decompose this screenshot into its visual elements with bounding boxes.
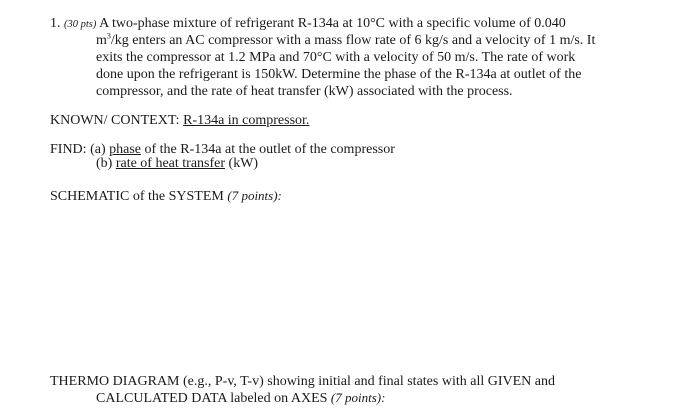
problem-text-5: compressor, and the rate of heat transfer (kW) associated with the process. <box>96 84 513 99</box>
known-label: KNOWN/ CONTEXT: <box>50 113 180 128</box>
problem-text-4: done upon the refrigerant is 150kW. Determine the phase of the R-134a at outlet of the <box>96 67 582 82</box>
find-b-underlined: rate of heat transfer <box>115 156 226 171</box>
schematic-points: (7 points): <box>227 188 282 203</box>
problem-text-2: /kg enters an AC compressor with a mass flow rate of 6 kg/s and a velocity of 1 m/s. It <box>110 33 596 48</box>
known-section <box>50 113 309 129</box>
schematic-heading <box>50 188 282 205</box>
unit-base: m <box>96 33 107 48</box>
thermo-points: (7 points): <box>330 390 386 405</box>
problem-line-5 <box>96 84 513 100</box>
thermo-line-1 <box>50 374 555 390</box>
find-a-prefix: (a) <box>90 142 106 157</box>
find-label: FIND: <box>50 142 87 157</box>
problem-line-4 <box>96 67 581 83</box>
thermo-text-1: THERMO DIAGRAM (e.g., P-v, T-v) showing initial and final states with all GIVEN and <box>50 374 555 389</box>
problem-number: 1. <box>50 16 61 31</box>
problem-line-1 <box>50 16 566 33</box>
problem-text-1: A two-phase mixture of refrigerant R-134a at 10°C with a specific volume of 0.040 <box>99 16 566 31</box>
known-value: R-134a in compressor. <box>183 113 310 128</box>
find-a-underlined: phase <box>109 142 141 157</box>
find-b-prefix: (b) <box>96 156 113 171</box>
find-b-rest: (kW) <box>228 156 259 171</box>
find-line-b <box>96 156 258 172</box>
problem-line-3 <box>96 50 575 66</box>
thermo-text-2: CALCULATED DATA labeled on AXES <box>96 391 328 406</box>
thermo-line-2 <box>96 390 385 407</box>
problem-line-2 <box>96 33 595 49</box>
find-a-rest: of the R-134a at the outlet of the compressor <box>144 142 395 157</box>
schematic-label: SCHEMATIC of the SYSTEM <box>50 189 224 204</box>
problem-text-3: exits the compressor at 1.2 MPa and 70°C with a velocity of 50 m/s. The rate of work <box>96 50 576 65</box>
problem-points: (30 pts) <box>64 19 97 30</box>
unit-superscript: 3 <box>106 31 111 41</box>
